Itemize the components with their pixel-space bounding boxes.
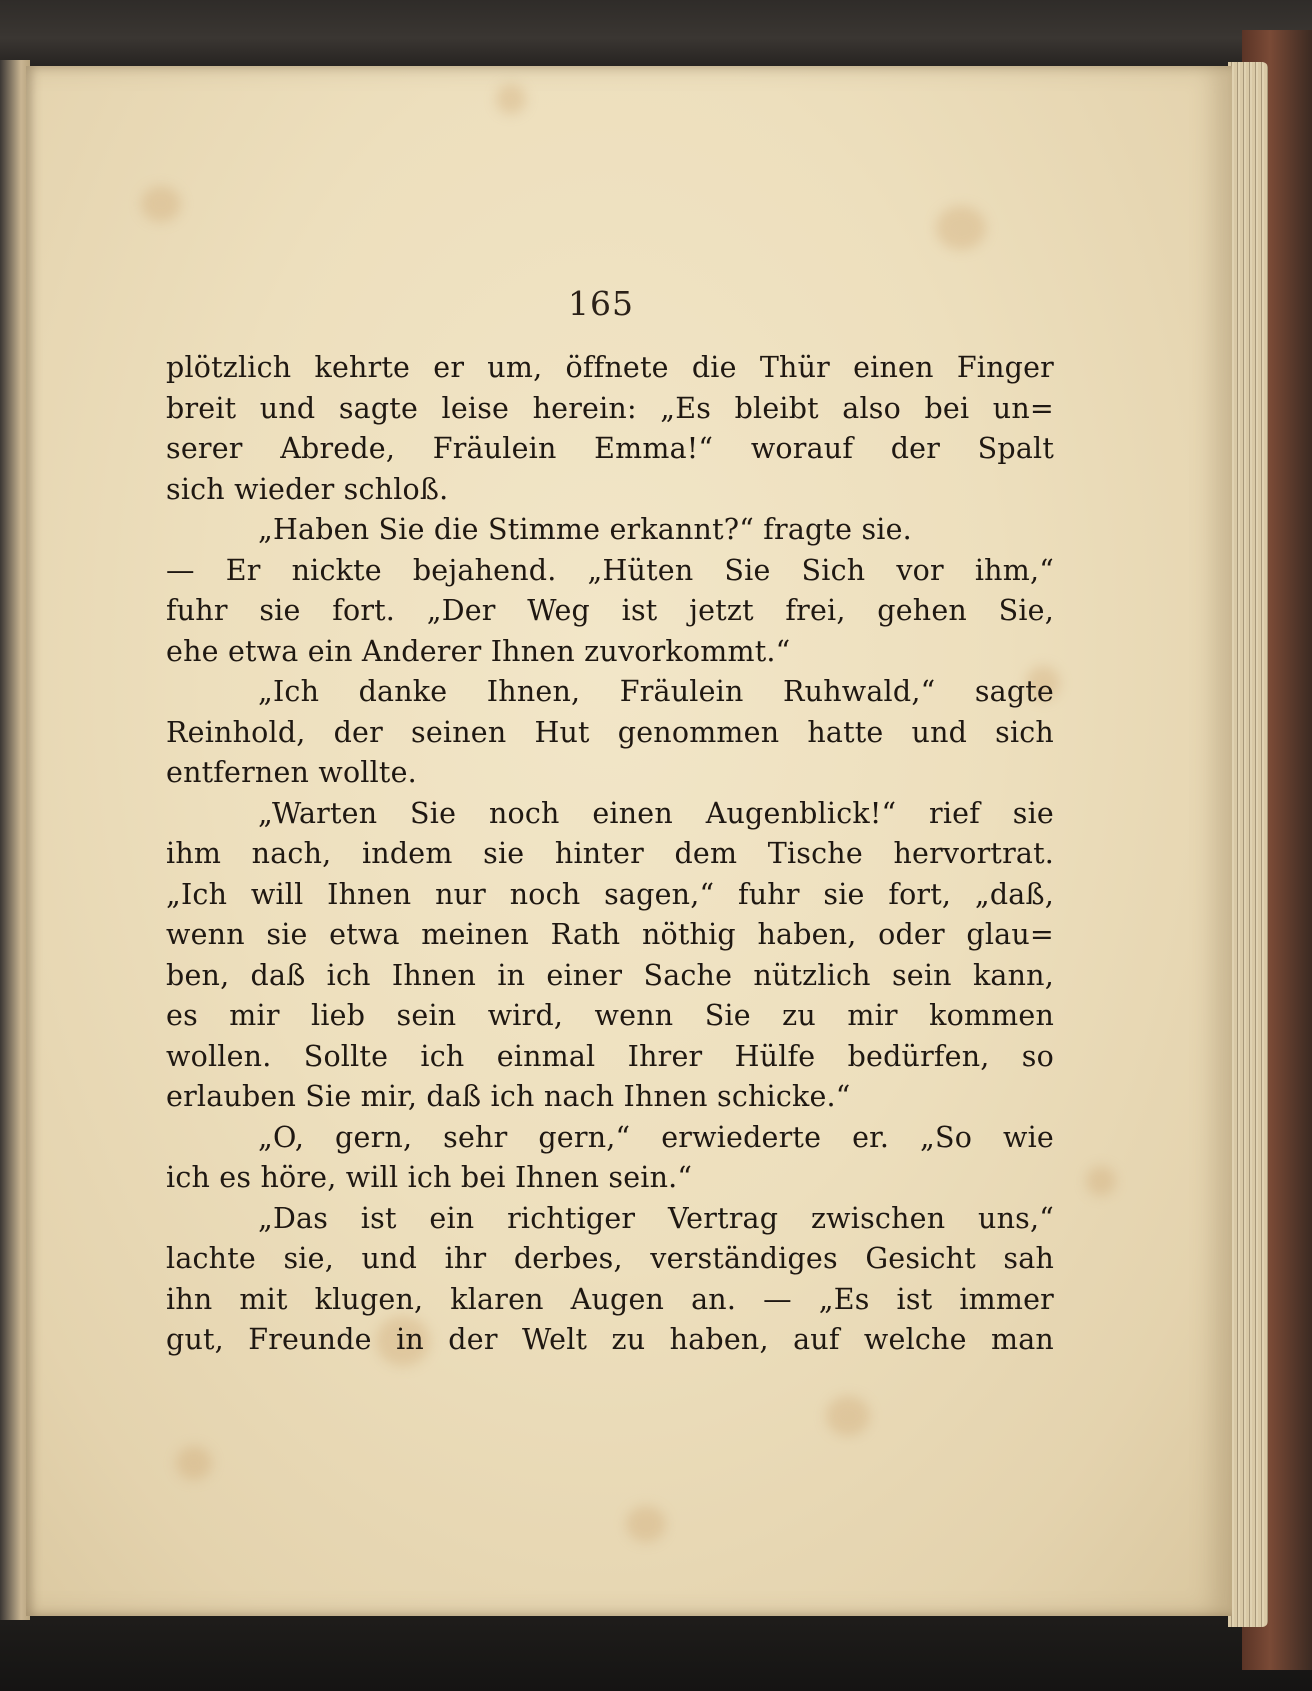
foxing-spot [936,206,986,250]
text-line: „O, gern, sehr gern,“ erwiederte er. „So wie [258,1120,1054,1154]
text-line: Reinhold, der seinen Hut genommen hatte und sich [166,715,1054,749]
text-line: fuhr sie fort. „Der Weg ist jetzt frei, gehen Sie, [166,594,1054,627]
text-line: „Haben Sie die Stimme erkannt?“ fragte sie. [258,513,912,546]
text-line: breit und sagte leise herein: „Es bleibt also bei un= [166,391,1054,425]
text-line: wenn sie etwa meinen Rath nöthig haben, oder glau= [166,918,1054,951]
foxing-spot [496,84,526,114]
text-line: plötzlich kehrte er um, öffnete die Thür einen Finger [166,351,1054,384]
text-line: gut, Freunde in der Welt zu haben, auf welche man [166,1323,1054,1356]
book-cover-top-edge [0,0,1312,70]
foxing-spot [626,1506,666,1542]
foxing-spot [1086,1166,1116,1196]
text-line: ihm nach, indem sie hinter dem Tische hervortrat. [166,837,1054,870]
page-stack-edges [1228,62,1268,1627]
foxing-spot [141,186,181,222]
text-line: ihn mit klugen, klaren Augen an. — „Es ist immer [166,1282,1054,1316]
text-line: ich es höre, will ich bei Ihnen sein.“ [166,1161,693,1194]
text-line: es mir lieb sein wird, wenn Sie zu mir kommen [166,999,1054,1032]
text-line: entfernen wollte. [166,756,417,789]
text-line: ehe etwa ein Anderer Ihnen zuvorkommt.“ [166,634,791,668]
text-line: „Ich danke Ihnen, Fräulein Ruhwald,“ sagte [258,675,1054,708]
text-line: erlauben Sie mir, daß ich nach Ihnen schicke.“ [166,1080,851,1113]
text-line: „Das ist ein richtiger Vertrag zwischen uns,“ [258,1201,1054,1235]
body-text [166,348,1054,1361]
text-line: „Ich will Ihnen nur noch sagen,“ fuhr sie fort, „daß, [166,877,1054,911]
foxing-spot [176,1446,212,1480]
foxing-spot [826,1396,870,1436]
text-line: wollen. Sollte ich einmal Ihrer Hülfe bedürfen, so [166,1039,1054,1073]
text-line: serer Abrede, Fräulein Emma!“ worauf der Spalt [166,432,1054,465]
text-line: sich wieder schloß. [166,472,449,506]
page-number: 165 [568,284,634,323]
book-page [26,66,1232,1616]
text-line: ben, daß ich Ihnen in einer Sache nützlich sein kann, [166,958,1054,992]
text-line: lachte sie, und ihr derbes, verständiges Gesicht sah [166,1242,1054,1275]
text-line: „Warten Sie noch einen Augenblick!“ rief sie [258,796,1054,830]
text-line: — Er nickte bejahend. „Hüten Sie Sich vor ihm,“ [166,553,1054,587]
